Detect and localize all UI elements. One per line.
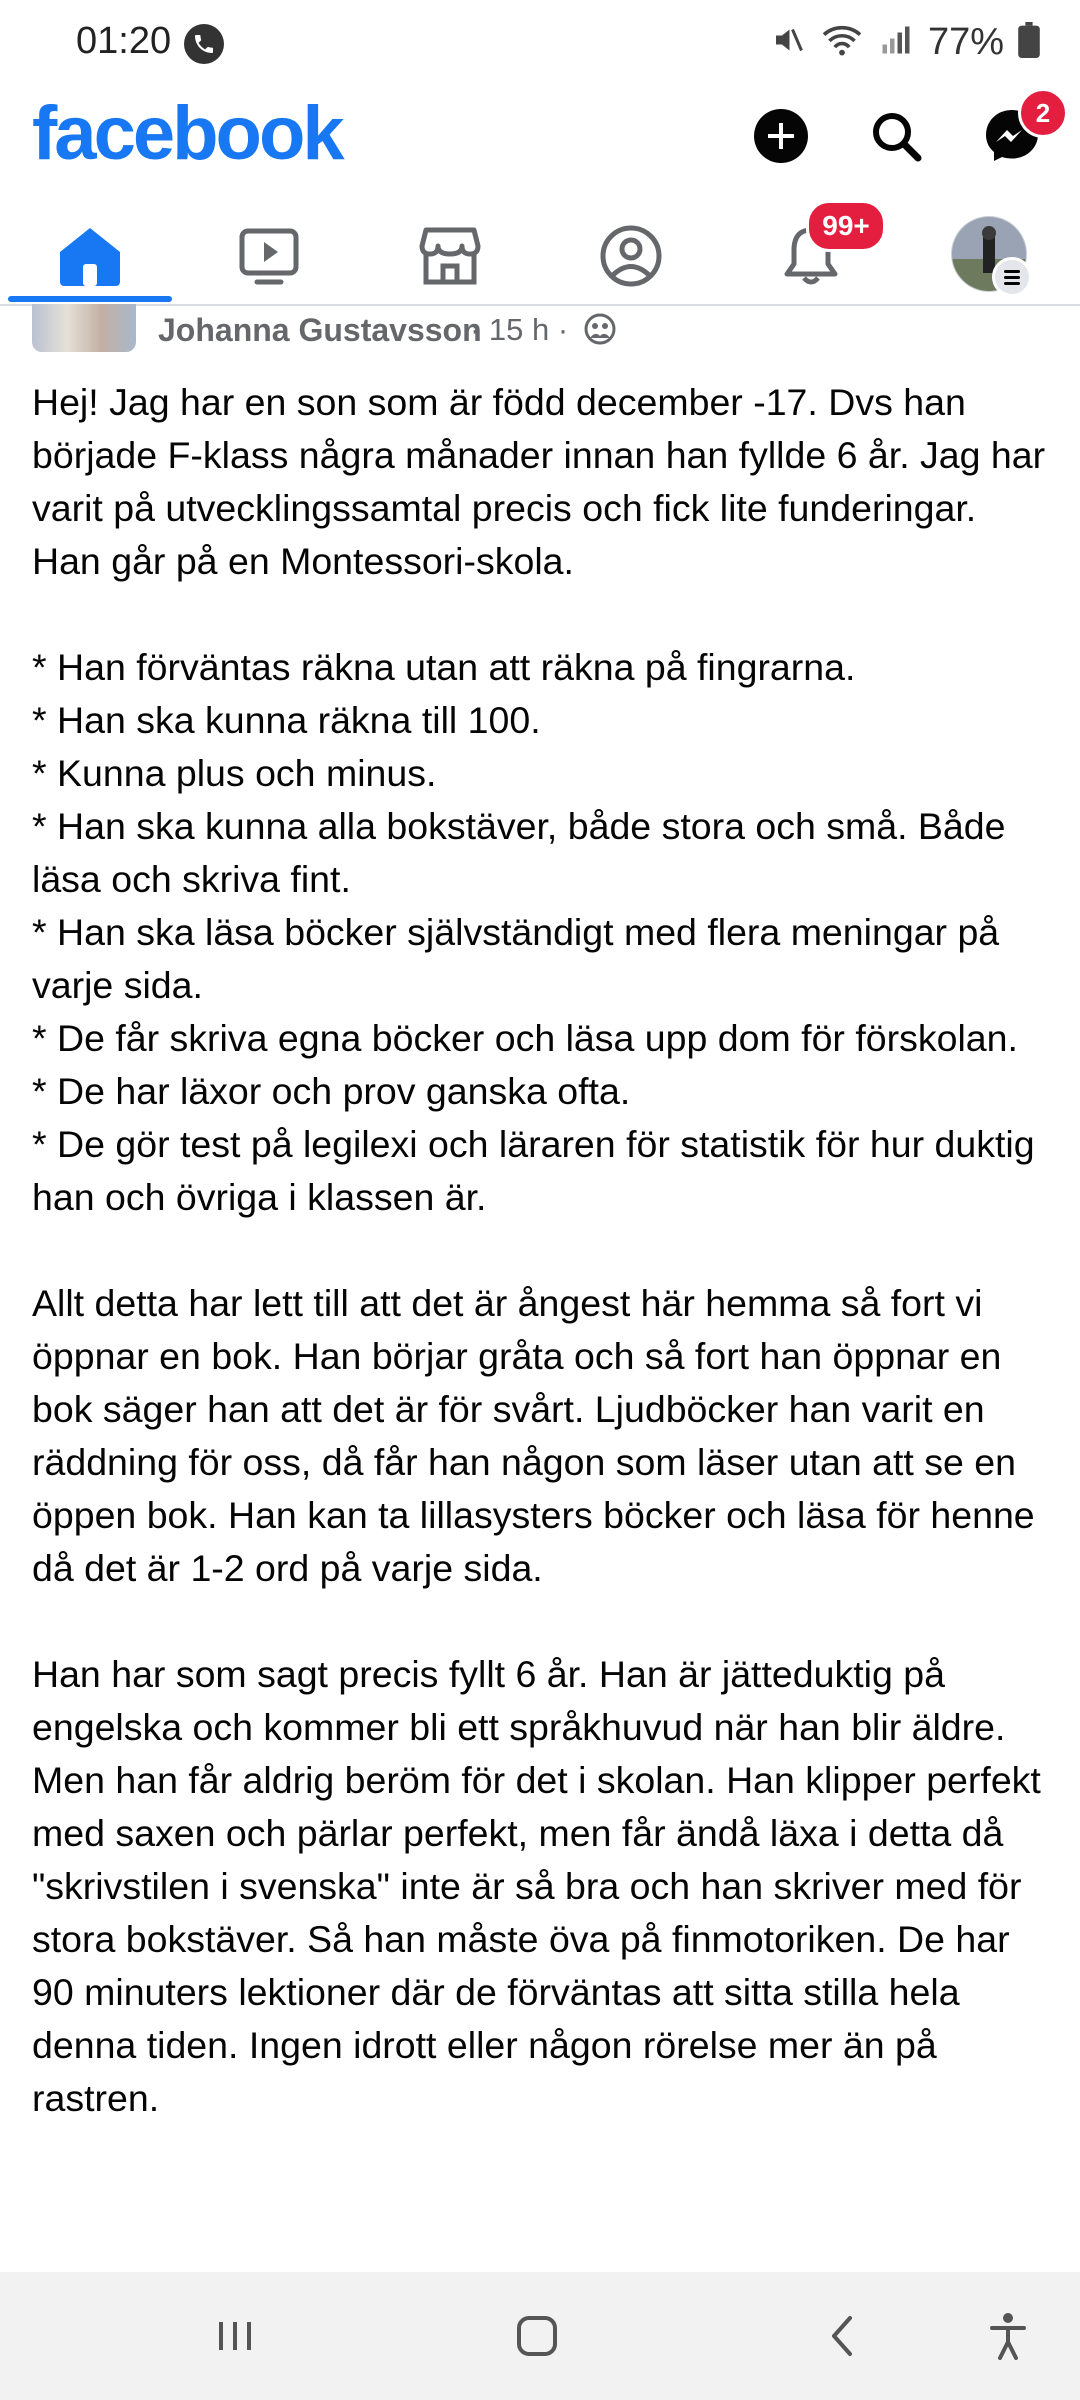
marketplace-icon bbox=[416, 222, 484, 290]
group-audience-icon bbox=[583, 312, 617, 346]
author-avatar[interactable] bbox=[32, 304, 136, 352]
battery-percent: 77% bbox=[927, 20, 1004, 63]
wifi-icon bbox=[820, 22, 864, 63]
post-meta bbox=[470, 312, 617, 348]
home-nav-icon bbox=[507, 2306, 567, 2366]
post-body bbox=[32, 376, 1052, 2125]
notifications-badge: 99+ bbox=[806, 200, 886, 252]
mute-icon bbox=[770, 22, 806, 63]
profile-icon bbox=[597, 222, 665, 290]
author-name[interactable]: Johanna Gustavsson bbox=[158, 312, 482, 348]
menu-avatar-wrapper bbox=[950, 215, 1032, 297]
tab-bar bbox=[0, 200, 1080, 306]
tab-marketplace[interactable] bbox=[395, 212, 505, 300]
status-time: 01:20 bbox=[76, 20, 172, 62]
post-paragraph: Han har som sagt precis fyllt 6 år. Han är jätteduktig på engelska och kommer bli ett språkhuvud när han blir äldre. Men han får aldrig beröm för det i skolan. Han klipper perfekt med saxen och pärlar perfekt, men får ändå läxa i detta då "skrivstilen i svenska" inte är så bra och han skriver med för stora bokstäver. Så han måste öva på finmotoriken. De har 90 minuters lektioner där de förväntas att sitta stilla hela denna tiden. Ingen idrott eller någon rörelse mer än på rastren. bbox=[32, 1653, 1041, 2119]
recent-apps-icon bbox=[205, 2306, 265, 2366]
tab-menu[interactable] bbox=[936, 212, 1046, 300]
post-timestamp[interactable]: · 15 h · bbox=[470, 312, 569, 347]
post-spacer bbox=[32, 1595, 1052, 1648]
home-icon bbox=[56, 222, 124, 290]
battery-icon bbox=[1018, 22, 1040, 63]
watch-icon bbox=[235, 222, 303, 290]
post-paragraph: Allt detta har lett till att det är ångest här hemma så fort vi öppnar en bok. Han börjar gråta och så fort han öppnar en bok säger han att det är för svårt. Ljudböcker han varit en räddning för oss, då får han någon som läser utan att se en öppen bok. Han kan ta lillasysters böcker och läsa för henne då det är 1-2 ord på varje sida. bbox=[32, 1282, 1035, 1589]
menu-icon bbox=[992, 257, 1032, 297]
search-icon bbox=[856, 96, 936, 176]
call-icon bbox=[184, 24, 224, 64]
back-icon bbox=[812, 2306, 872, 2366]
add-icon bbox=[741, 96, 821, 176]
accessibility-icon bbox=[978, 2306, 1038, 2366]
post-paragraph: * Han förväntas räkna utan att räkna på fingrarna. * Han ska kunna räkna till 100. * Kunna plus och minus. * Han ska kunna alla bokstäver, både stora och små. Både läsa och skriva fint. * Han ska läsa böcker självständigt med flera meningar på varje sida. * De får skriva egna böcker och läsa upp dom för förskolan. * De har läxor och prov ganska ofta. * De gör test på legilexi och läraren för statistik för hur duktig han och övriga i klassen är. bbox=[32, 646, 1035, 1218]
active-tab-indicator bbox=[8, 296, 172, 302]
tab-profile[interactable] bbox=[576, 212, 686, 300]
tab-home[interactable] bbox=[35, 212, 145, 300]
back-button[interactable] bbox=[812, 2306, 872, 2366]
facebook-logo[interactable]: facebook bbox=[32, 91, 342, 176]
home-nav-button[interactable] bbox=[507, 2306, 567, 2366]
post-spacer bbox=[32, 1224, 1052, 1277]
tab-watch[interactable] bbox=[214, 212, 324, 300]
recent-apps-button[interactable] bbox=[205, 2306, 265, 2366]
messenger-badge: 2 bbox=[1018, 88, 1068, 138]
search-button[interactable] bbox=[856, 96, 936, 176]
post-header bbox=[0, 304, 1080, 356]
post-paragraph: Hej! Jag har en son som är född december -17. Dvs han började F-klass några månader innan han fyllde 6 år. Jag har varit på utvecklingssamtal precis och fick lite funderingar. Han går på en Montessori-skola. bbox=[32, 381, 1046, 582]
create-button[interactable] bbox=[741, 96, 821, 176]
status-bar bbox=[0, 0, 1080, 88]
system-nav-bar bbox=[0, 2272, 1080, 2400]
post-spacer bbox=[32, 588, 1052, 641]
signal-icon bbox=[878, 22, 914, 63]
accessibility-button[interactable] bbox=[978, 2306, 1038, 2366]
app-header bbox=[0, 88, 1080, 200]
